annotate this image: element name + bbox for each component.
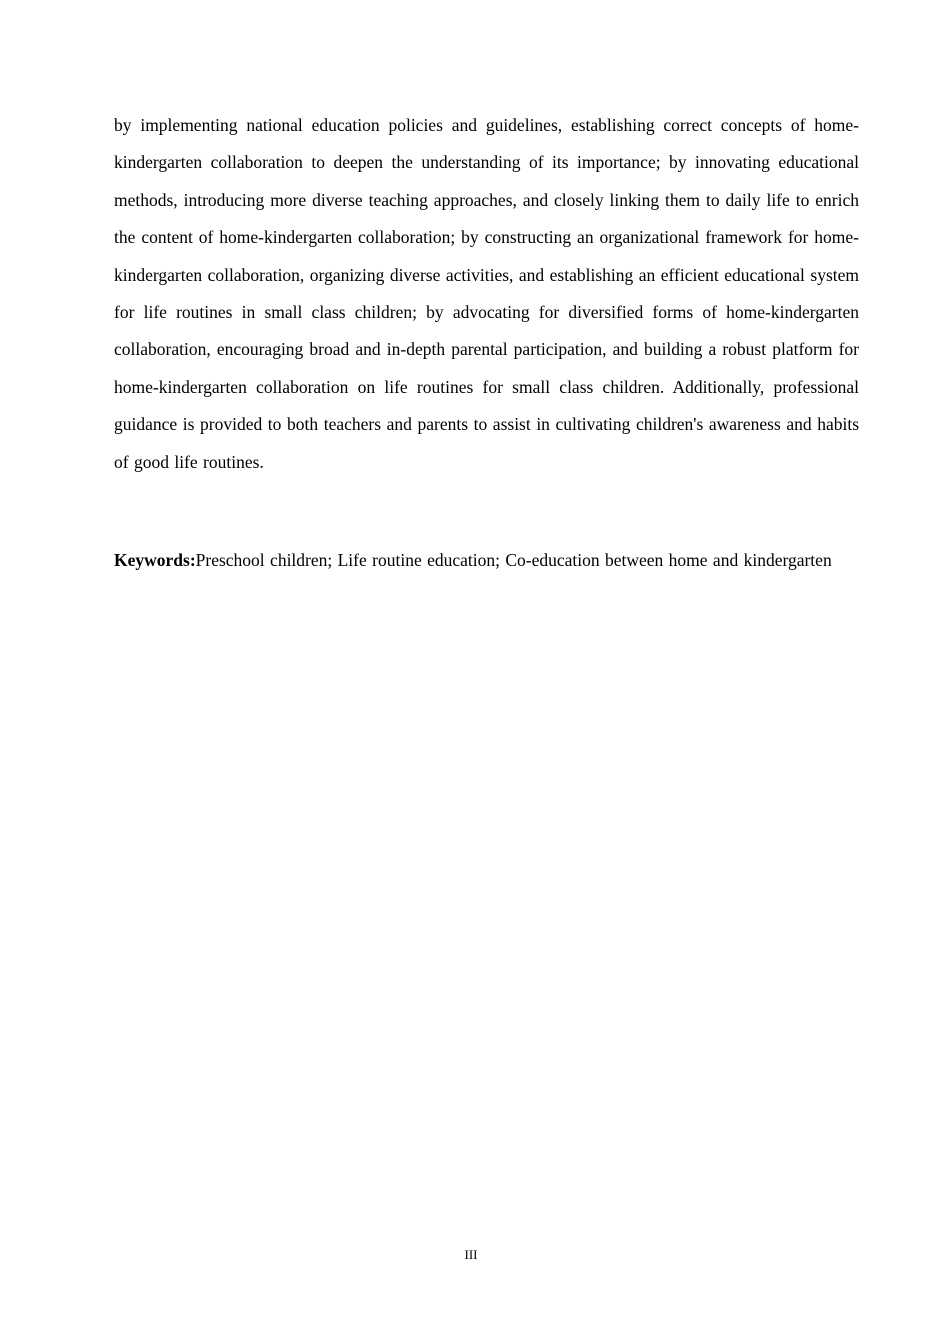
page-number: III xyxy=(464,1247,478,1262)
abstract-paragraph: by implementing national education policies and guidelines, establishing correct concepts of home-kindergarten collaboration to deepen the understanding of its importance; by innovating educational methods, introducing more diverse teaching approaches, and closely linking them to daily life to enrich the content of home-kindergarten collaboration; by constructing an organizational framework for home-kindergarten collaboration, organizing diverse activities, and establishing an efficient educational system for life routines in small class children; by advocating for diversified forms of home-kindergarten collaboration, encouraging broad and in-depth parental participation, and building a robust platform for home-kindergarten collaboration on life routines for small class children. Additionally, professional guidance is provided to both teachers and parents to assist in cultivating children's awareness and habits of good life routines. xyxy=(114,115,859,472)
keywords-label: Keywords: xyxy=(114,550,196,570)
keywords-text: Preschool children; Life routine education; Co-education between home and kindergarten xyxy=(195,550,832,570)
keywords-paragraph xyxy=(114,542,859,579)
